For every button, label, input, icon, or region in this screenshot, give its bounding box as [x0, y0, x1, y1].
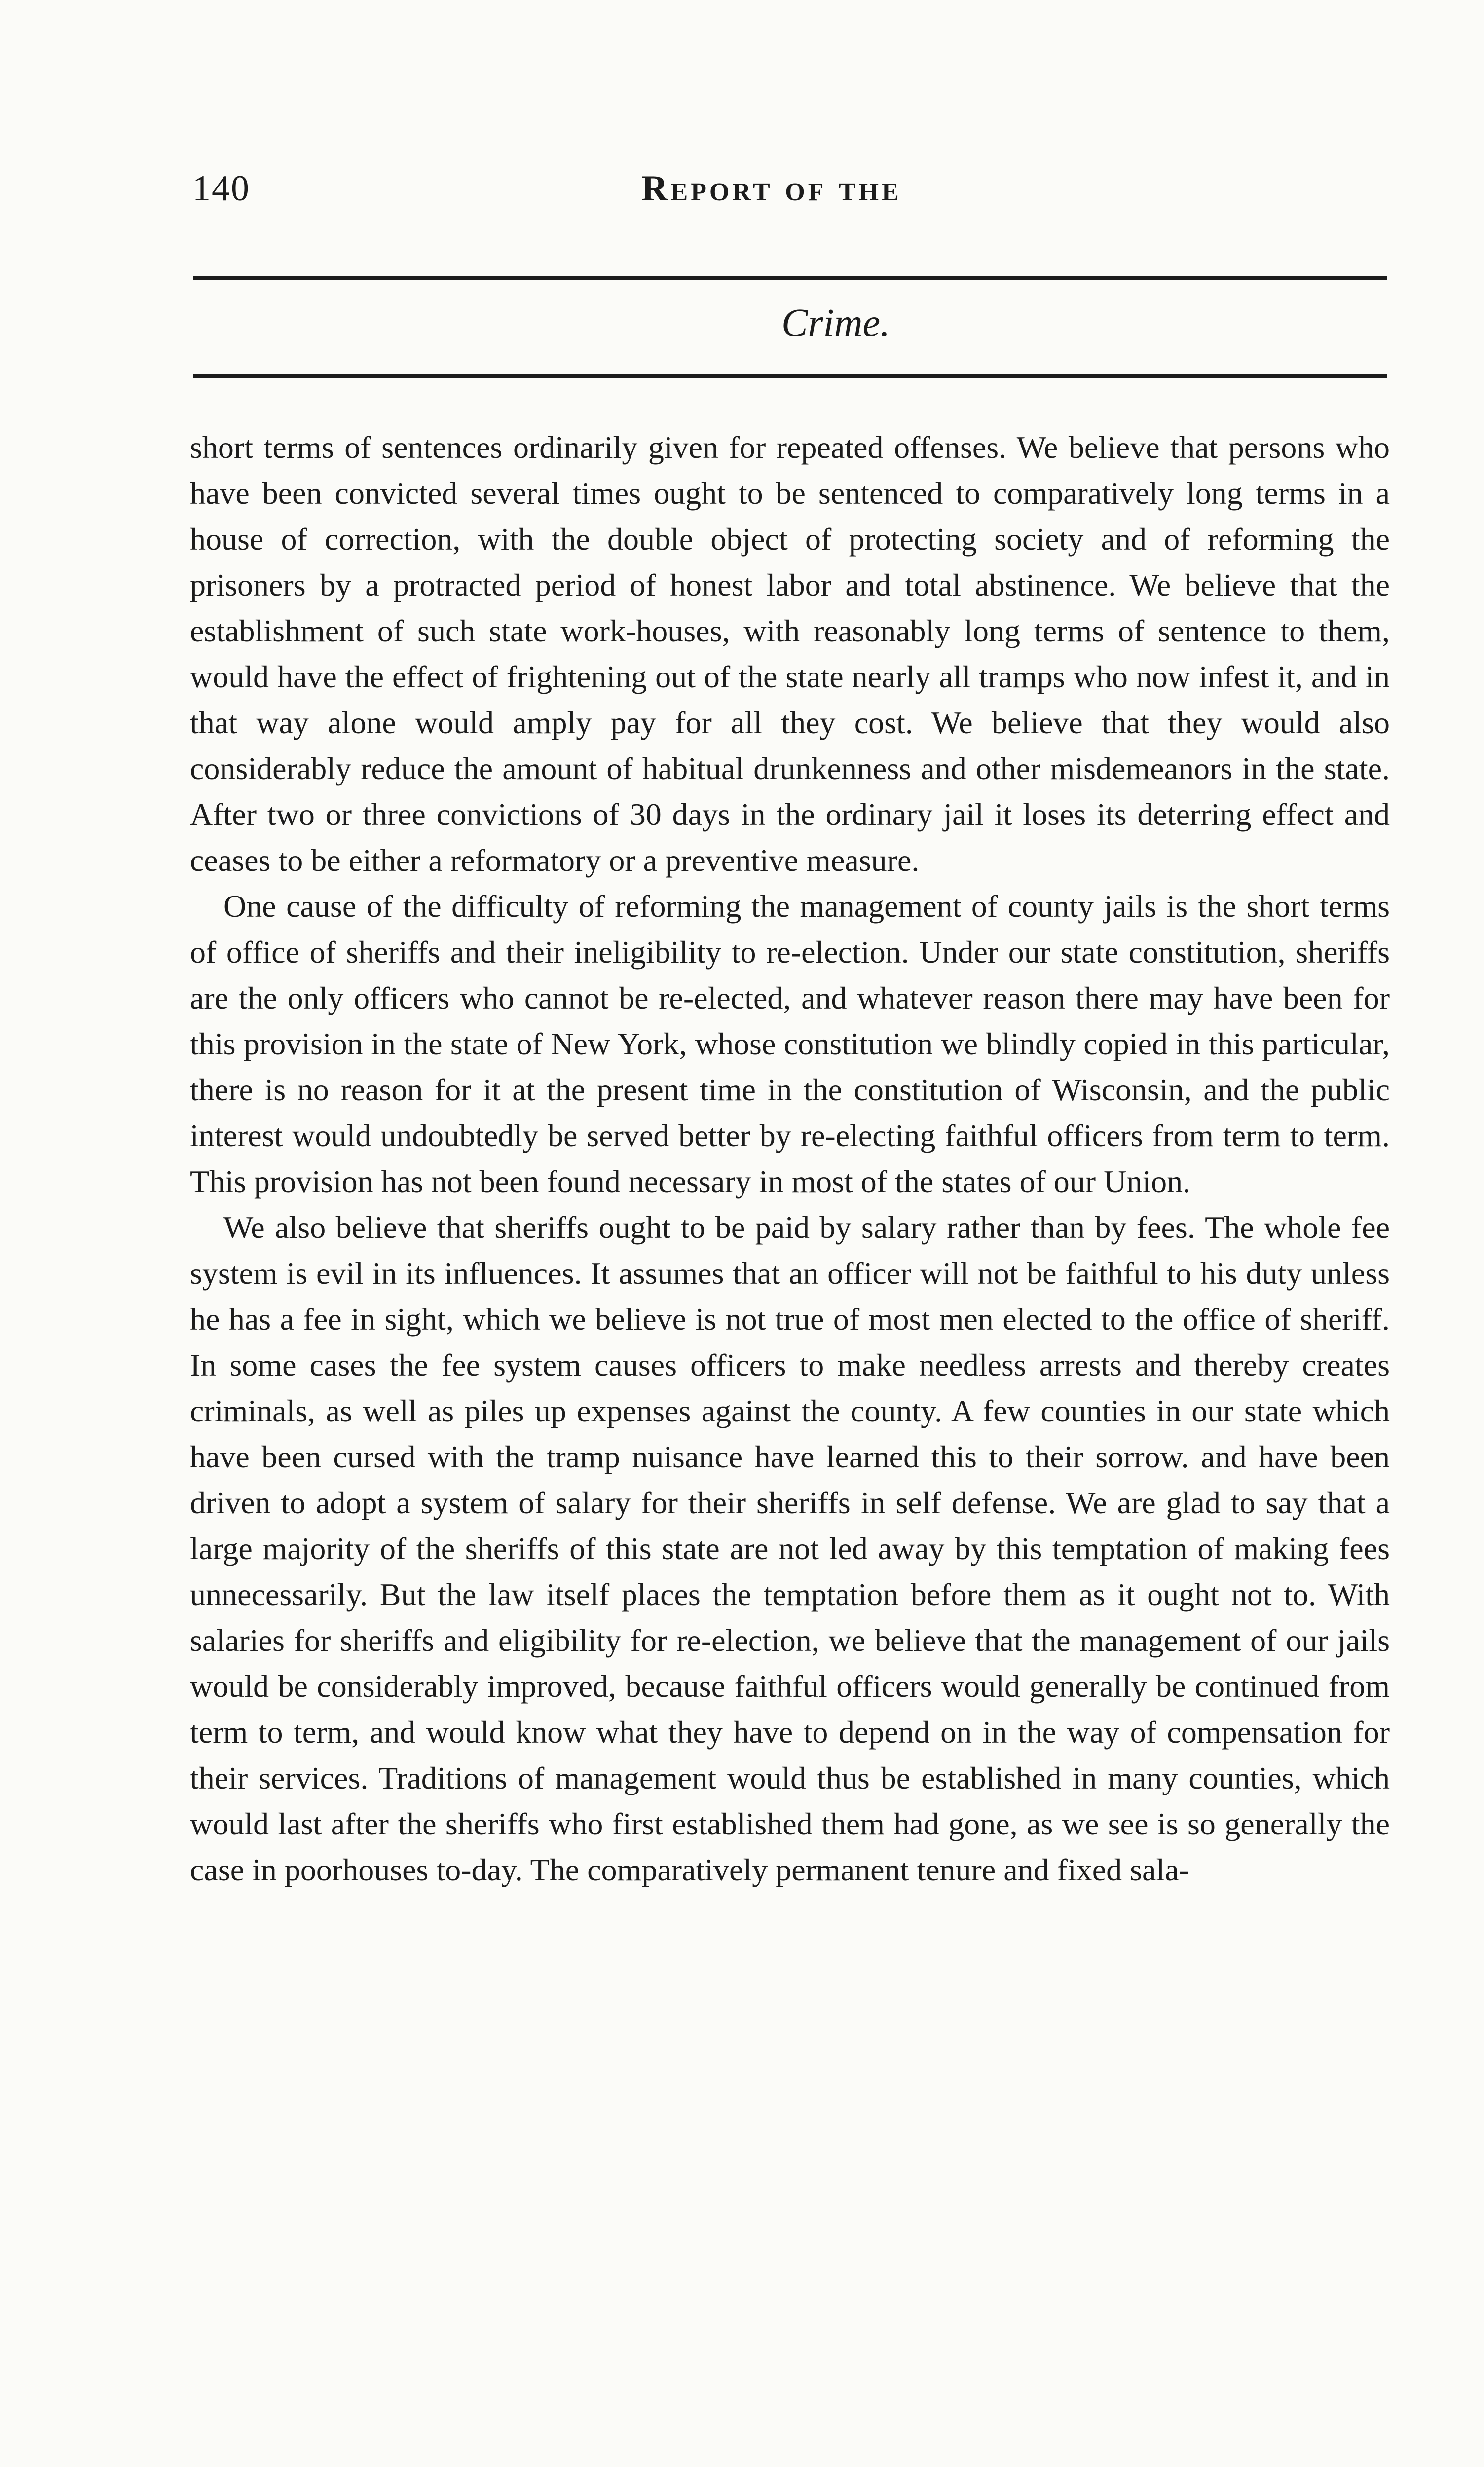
paragraph: We also believe that sheriffs ought to be paid by salary rather than by fees. The whole fee system is evil in its influences. It assumes that an officer will not be faithful to his duty unless he has a fee in sight, which we believe is not true of most men elected to the office of sheriff. In some cases the fee system causes officers to make needless arrests and thereby creates criminals, as well as piles up expenses against the county. A few counties in our state which have been cursed with the tramp nuisance have learned this to their sorrow. and have been driven to adopt a system of salary for their sheriffs in self defense. We are glad to say that a large majority of the sheriffs of this state are not led away by this temptation of making fees unnecessarily. But the law itself places the temptation before them as it ought not to. With salaries for sheriffs and eligibility for re-election, we believe that the management of our jails would be considerably improved, because faithful officers would generally be continued from term to term, and would know what they have to depend on in the way of compensation for their services. Traditions of management would thus be established in many counties, which would last after the sheriffs who first established them had gone, as we see is so generally the case in poorhouses to-day. The comparatively permanent tenure and fixed sala-: [190, 1210, 1390, 1887]
paragraph: short terms of sentences ordinarily given for repeated offenses. We believe that persons who have been convicted several times ought to be sentenced to comparatively long terms in a house of correction, with the double object of protecting society and of reforming the prisoners by a protracted period of honest labor and total abstinence. We believe that the establishment of such state work-houses, with reasonably long terms of sentence to them, would have the effect of frightening out of the state nearly all tramps who now infest it, and in that way alone would amply pay for all they cost. We believe that they would also considerably reduce the amount of habitual drunkenness and other misdemeanors in the state. After two or three convictions of 30 days in the ordinary jail it loses its deterring effect and ceases to be either a reformatory or a preventive measure.: [190, 430, 1390, 878]
page-number: 140: [192, 168, 250, 209]
section-title: Crime.: [781, 301, 890, 345]
paragraph: One cause of the difficulty of reforming the management of county jails is the short terms of office of sheriffs and their ineligibility to re-election. Under our state constitution, sheriffs are the only officers who cannot be re-elected, and whatever reason there may have been for this provision in the state of New York, whose constitution we blindly copied in this particular, there is no reason for it at the present time in the constitution of Wisconsin, and the public interest would undoubtedly be served better by re-electing faithful officers from term to term. This provision has not been found necessary in most of the states of our Union.: [190, 889, 1390, 1199]
header-rule-top: [193, 276, 1387, 280]
body-text: [190, 424, 1390, 1893]
running-title: Report of the: [641, 168, 902, 209]
header-rule-bottom: [193, 374, 1387, 378]
